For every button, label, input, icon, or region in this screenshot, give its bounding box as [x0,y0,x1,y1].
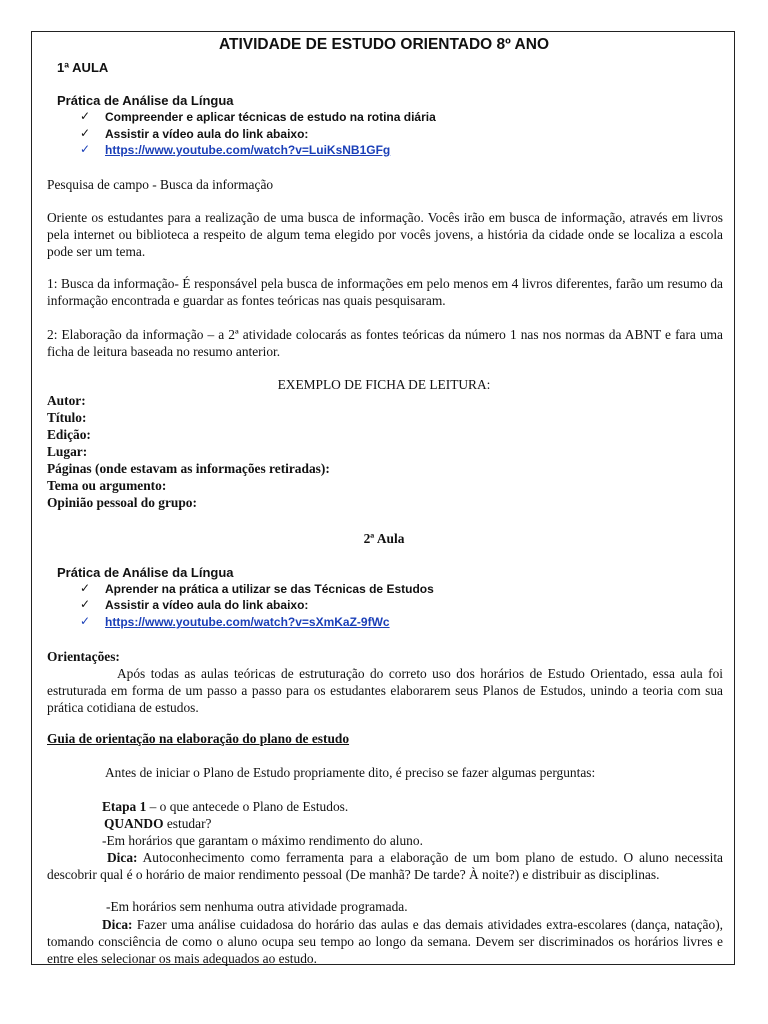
aula1-item-1: ✓ Compreender e aplicar técnicas de estudo na rotina diária [105,110,436,124]
ficha-field-lugar: Lugar: [47,444,88,459]
aula1-video-link[interactable]: ✓ https://www.youtube.com/watch?v=LuiKsNB1GFg [105,143,390,157]
aula2-item-1: ✓ Aprender na prática a utilizar se das Técnicas de Estudos [105,582,434,596]
ficha-field-titulo: Título: [47,410,87,425]
ficha-field-opiniao: Opinião pessoal do grupo: [47,495,197,510]
horarios-2: -Em horários sem nenhuma outra atividade programada. [106,899,408,914]
aula1-item-2: ✓ Assistir a vídeo aula do link abaixo: [105,127,308,141]
aula2-video-link[interactable]: ✓ https://www.youtube.com/watch?v=sXmKaZ-9fWc [105,615,390,629]
dica-2-label: Dica: [102,917,133,932]
dica-1 [47,849,723,883]
aula2-section-title: Prática de Análise da Língua [57,565,234,580]
ficha-field-autor: Autor: [47,393,86,408]
page-title: ATIVIDADE DE ESTUDO ORIENTADO 8º ANO [218,36,550,53]
dica-2-text: Fazer uma análise cuidadosa do horário das aulas e das demais atividades extra-escolares (dança, natação), tomando consciência de como o aluno ocupa seu tempo ao longo da semana. Devem ser discriminados os horários livres e entre eles selecionar os mais adequados ao estudo. [47,917,723,966]
quando-label: QUANDO [104,816,164,831]
orientacoes-text: Após todas as aulas teóricas de estruturação do correto uso dos horários de Estudo Orientado, essa aula foi estruturada em forma de um passo a passo para os estudantes elaborarem seus Planos de Estudos, unindo a teoria com sua prática cotidiana de estudos. [47,666,723,715]
aula2-item-2: ✓ Assistir a vídeo aula do link abaixo: [105,598,308,612]
aula1-label: 1ª AULA [57,60,109,75]
etapa-1-line [102,799,348,815]
guia-intro: Antes de iniciar o Plano de Estudo propriamente dito, é preciso se fazer algumas perguntas: [105,765,596,780]
quando-text: estudar? [163,816,212,831]
etapa-1-text: – o que antecede o Plano de Estudos. [146,799,349,814]
dica-2 [47,916,723,967]
paragraph-elaboracao: 2: Elaboração da informação – a 2ª atividade colocarás as fontes teóricas da número 1 nas nos normas da ABNT e fara uma ficha de leitura baseada no resumo anterior. [47,327,723,359]
paragraph-busca: 1: Busca da informação- É responsável pela busca de informações em pelo menos em 4 livros diferentes, farão um resumo da informação encontrada e guardar as fontes teóricas nas quais pesquisaram. [47,276,723,308]
ficha-field-paginas: Páginas (onde estavam as informações retiradas): [47,461,330,476]
ficha-field-tema: Tema ou argumento: [47,478,167,493]
dica-1-label: Dica: [107,850,138,865]
dica-1-text: Autoconhecimento como ferramenta para a elaboração de um bom plano de estudo. O aluno necessita descobrir qual é o horário de maior rendimento pessoal (De manhã? De tarde? À noite?) e distribuir as disciplinas. [47,850,723,882]
aula1-section-title: Prática de Análise da Língua [57,93,234,108]
horarios-1: -Em horários que garantam o máximo rendimento do aluno. [102,833,423,848]
orientacoes-title: Orientações: [47,649,120,664]
quando-line [104,816,211,832]
ficha-field-edicao: Edição: [47,427,91,442]
guia-title: Guia de orientação na elaboração do plano de estudo [47,731,350,746]
pesquisa-title: Pesquisa de campo - Busca da informação [47,177,274,192]
paragraph-oriente: Oriente os estudantes para a realização de uma busca de informação. Vocês irão em busca de informação, através em livros pela internet ou biblioteca a respeito de algum tema elegido por vocês jovens, a história da cidade onde se localiza a escola pode ser um tema. [47,210,723,259]
document-page [31,31,735,965]
etapa-1-label: Etapa 1 [102,799,147,814]
aula2-label: 2ª Aula [363,531,405,546]
ficha-title: EXEMPLO DE FICHA DE LEITURA: [277,377,491,392]
